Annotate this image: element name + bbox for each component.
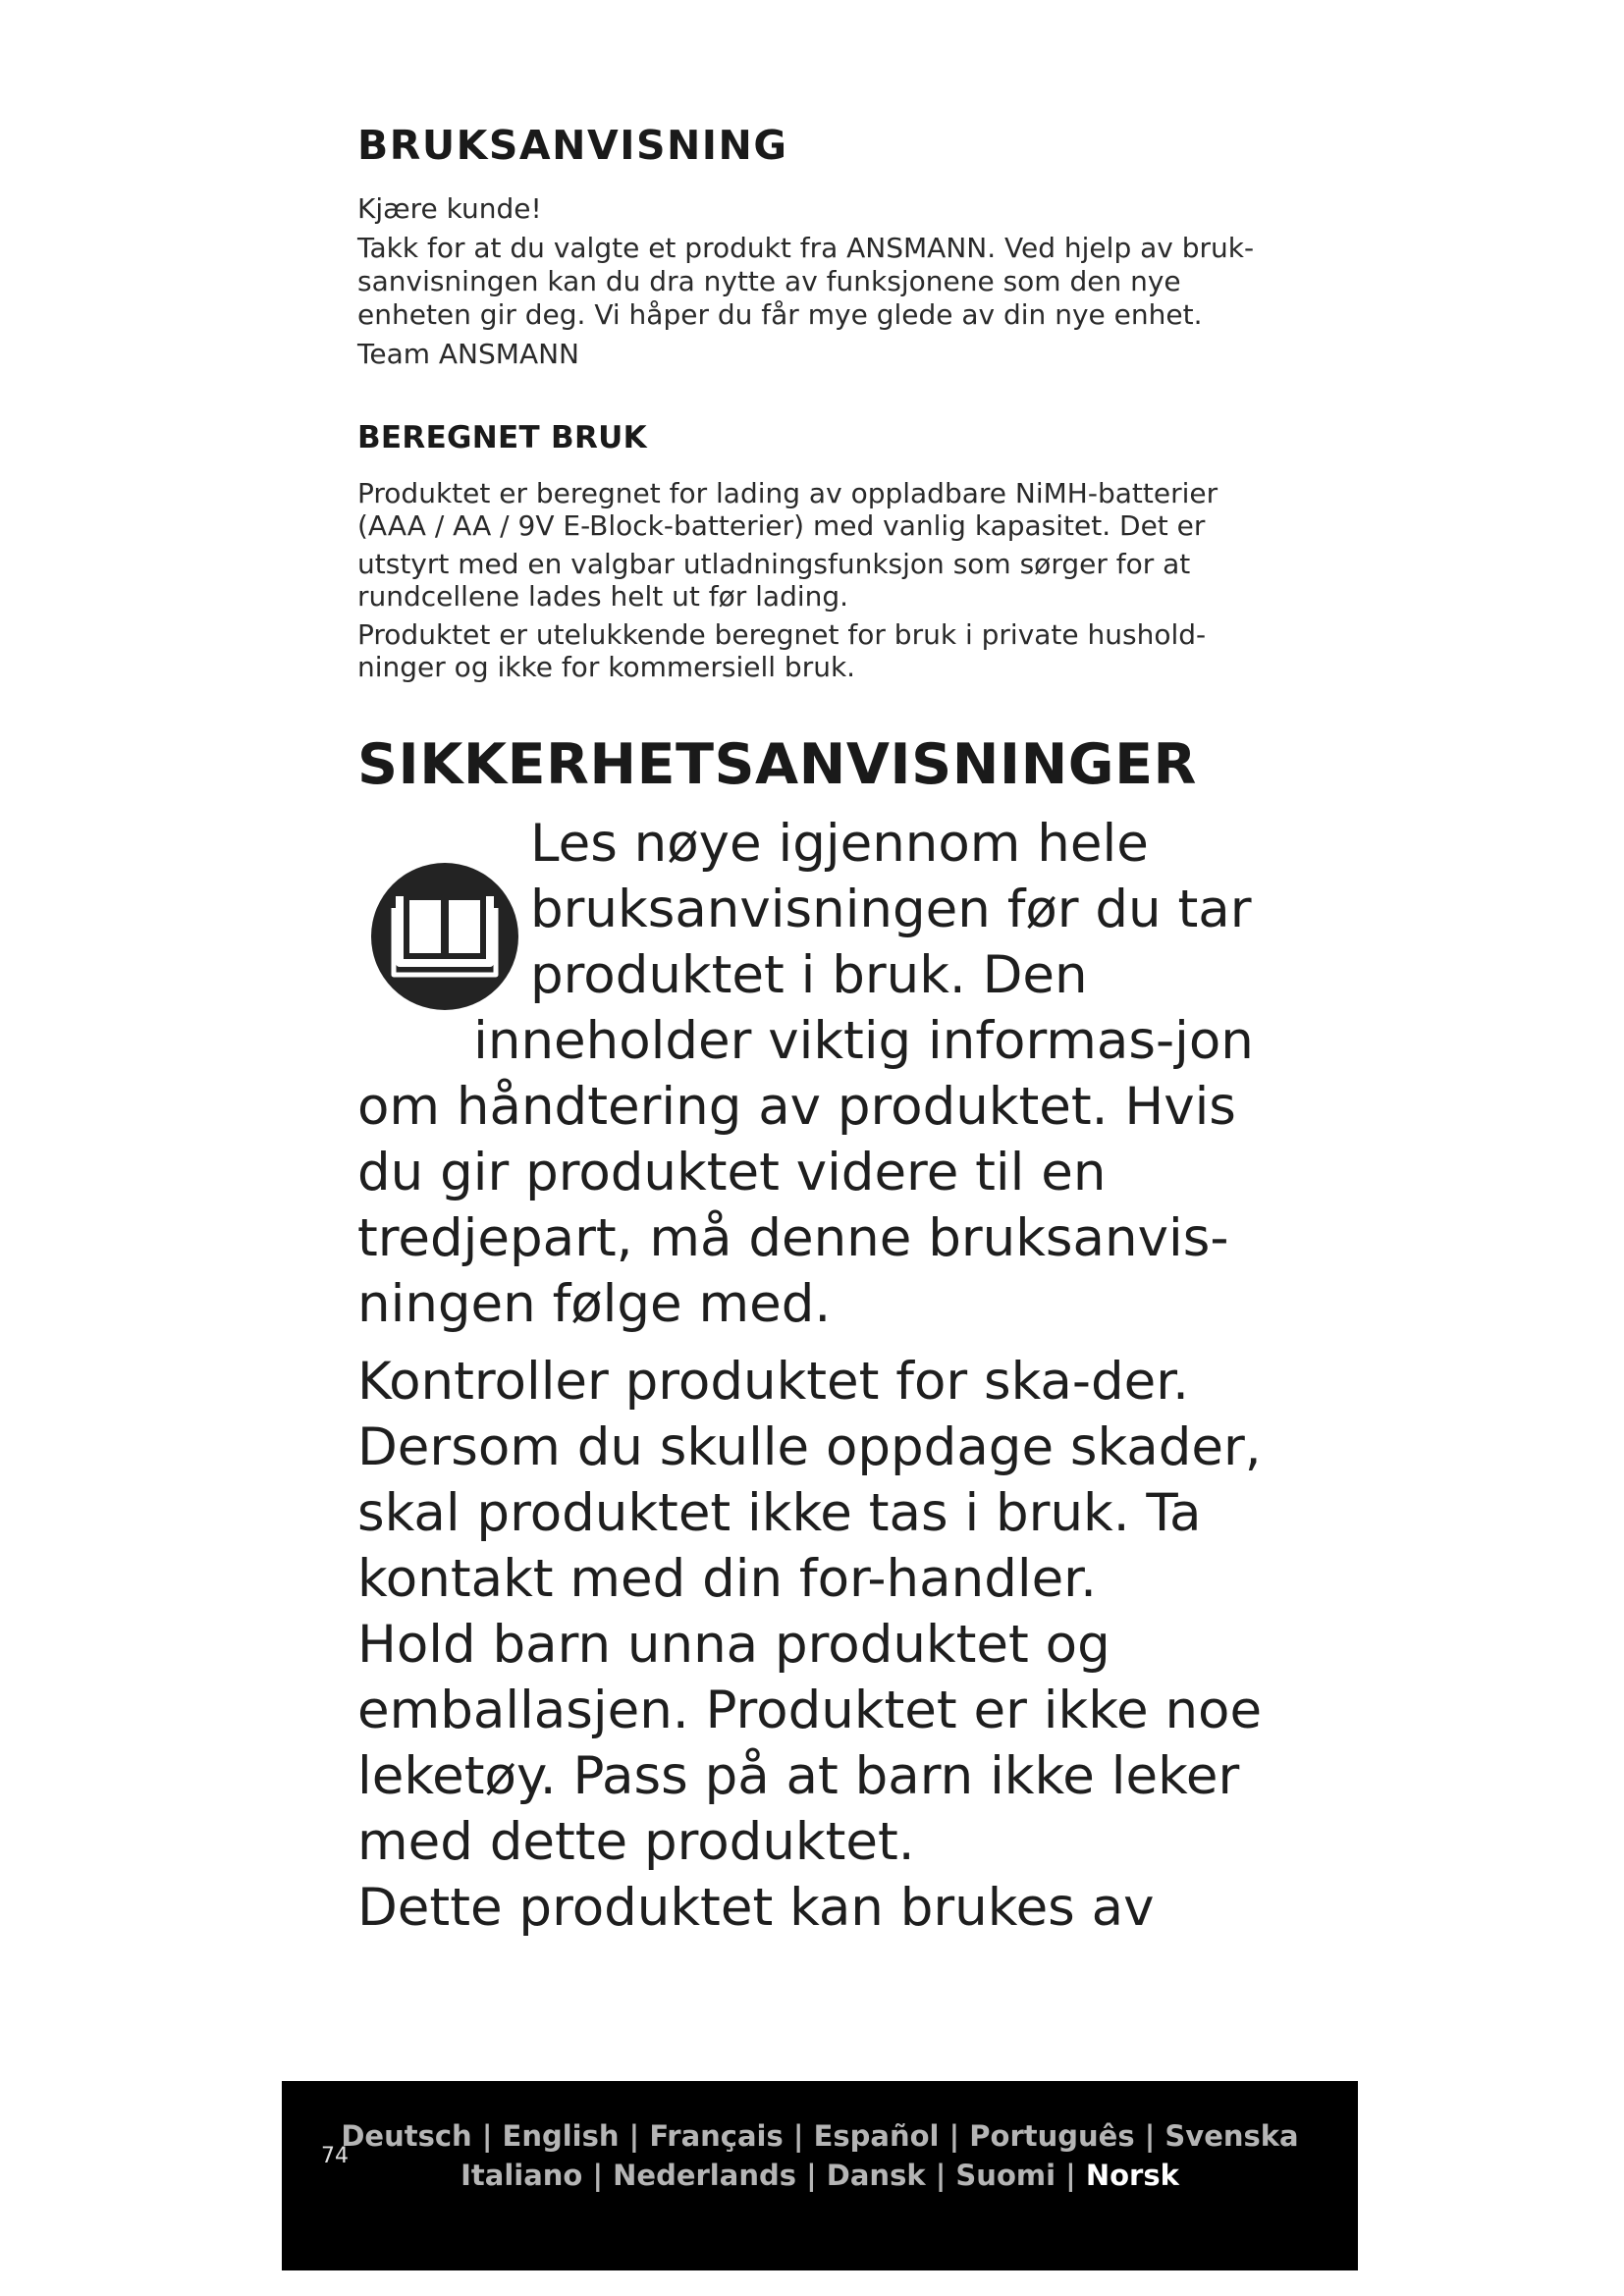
intro-section (357, 192, 1280, 377)
separator: | (582, 2159, 614, 2192)
language-francais[interactable]: Français (649, 2119, 784, 2153)
separator: | (1056, 2159, 1086, 2192)
language-english[interactable]: English (502, 2119, 620, 2153)
page-title: BRUKSANVISNING (357, 122, 788, 169)
language-norsk-current[interactable]: Norsk (1085, 2159, 1179, 2192)
intended-use-section (357, 477, 1280, 689)
language-footer (282, 2081, 1358, 2270)
separator: | (925, 2159, 956, 2192)
safety-heading: SIKKERHETSANVISNINGER (357, 732, 1197, 797)
intended-use-p3: Produktet er utelukkende beregnet for bruk i private hushold-ninger og ikke for kommersiell bruk. (357, 618, 1207, 683)
separator: | (939, 2119, 970, 2153)
separator: | (471, 2119, 503, 2153)
language-suomi[interactable]: Suomi (955, 2159, 1056, 2192)
separator: | (1134, 2119, 1165, 2153)
intended-use-heading: BEREGNET BRUK (357, 420, 647, 455)
safety-p3: Hold barn unna produktet og emballasjen. Produktet er ikke noe leketøy. Pass på at barn ikke leker med dette produktet. (357, 1615, 1263, 1872)
language-italiano[interactable]: Italiano (460, 2159, 583, 2192)
read-manual-icon (371, 863, 518, 1010)
page-number: 74 (321, 2144, 349, 2168)
signature: Team ANSMANN (357, 338, 579, 370)
separator: | (795, 2159, 827, 2192)
greeting: Kjære kunde! (357, 192, 542, 225)
language-list (282, 2116, 1358, 2195)
intro-body: Takk for at du valgte et produkt fra ANSMANN. Ved hjelp av bruk-sanvisningen kan du dra nytte av funksjonene som den nye enheten gir deg. Vi håper du får mye glede av din nye enhet. (357, 232, 1255, 331)
language-portugues[interactable]: Português (969, 2119, 1135, 2153)
intended-use-p2: utstyrt med en valgbar utladningsfunksjon som sørger for at rundcellene lades helt ut før lading. (357, 548, 1191, 613)
language-row-2 (282, 2156, 1358, 2195)
language-deutsch[interactable]: Deutsch (341, 2119, 472, 2153)
safety-p2: Kontroller produktet for ska-der. Dersom du skulle oppdage skader, skal produktet ikke tas i bruk. Ta kontakt med din for-handler. (357, 1352, 1262, 1609)
language-dansk[interactable]: Dansk (826, 2159, 926, 2192)
separator: | (783, 2119, 814, 2153)
language-nederlands[interactable]: Nederlands (613, 2159, 796, 2192)
intended-use-p1: Produktet er beregnet for lading av oppladbare NiMH-batterier (AAA / AA / 9V E-Block-batterier) med vanlig kapasitet. Det er (357, 477, 1218, 542)
language-row-1 (282, 2116, 1358, 2156)
language-espanol[interactable]: Español (813, 2119, 940, 2153)
safety-p1: Les nøye igjennom hele bruksanvisningen før du tar produktet i bruk. Den inneholder viktig informas-jon om håndtering av produktet. Hvis du gir produktet videre til en tredjepart, må denne bruksanvis-ningen følge med. (357, 814, 1254, 1334)
language-svenska[interactable]: Svenska (1164, 2119, 1299, 2153)
safety-section (357, 811, 1280, 1941)
separator: | (619, 2119, 650, 2153)
safety-p4: Dette produktet kan brukes av (357, 1878, 1155, 1938)
